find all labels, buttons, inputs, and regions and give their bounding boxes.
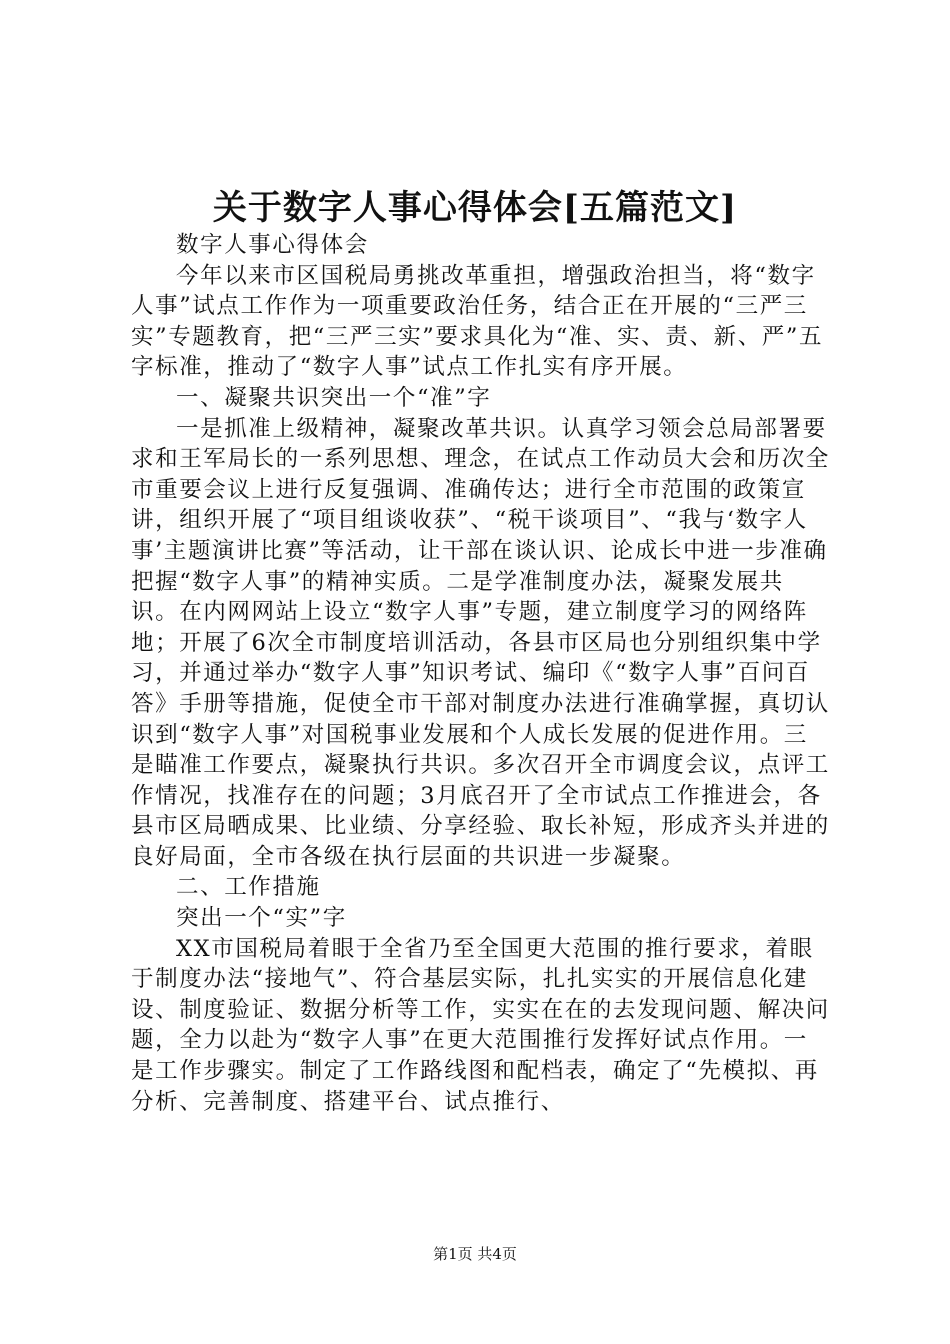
- section-heading: 二、工作措施: [176, 874, 321, 901]
- body-paragraph: 一是抓准上级精神，凝聚改革共识。认真学习领会总局部署要求和王军局长的一系列思想、理念，在试点工作动员大会和历次全市重要会议上进行反复强调、准确传达；进行全市范围的政策宣讲，组织开展了“项目组谈收获”、“税干谈项目”、“我与‘数字人事’主题演讲比赛”等活动，让干部在谈认识、论成长中进一步准确把握“数字人事”的精神实质。二是学准制度办法，凝聚发展共识。在内网网站上设立“数字人事”专题，建立制度学习的网络阵地；开展了6次全市制度培训活动，各县市区局也分别组织集中学习，并通过举办“数字人事”知识考试、编印《“数字人事”百问百答》手册等措施，促使全市干部对制度办法进行准确掌握，真切认识到“数字人事”对国税事业发展和个人成长发展的促进作用。三是瞄准工作要点，凝聚执行共识。多次召开全市调度会议，点评工作情况，找准存在的问题；3月底召开了全市试点工作推进会，各县市区局晒成果、比业绩、分享经验、取长补短，形成齐头并进的良好局面，全市各级在执行层面的共识进一步凝聚。: [131, 415, 830, 870]
- body-paragraph: 今年以来市区国税局勇挑改革重担，增强政治担当，将“数字人事”试点工作作为一项重要政治任务，结合正在开展的“三严三实”专题教育，把“三严三实”要求具化为“准、实、责、新、严”五字标准，推动了“数字人事”试点工作扎实有序开展。: [131, 262, 824, 381]
- page-footer: 第1页 共4页: [433, 1245, 517, 1263]
- section-heading: 一、凝聚共识突出一个“准”字: [176, 384, 492, 411]
- section-heading: 突出一个“实”字: [176, 905, 347, 932]
- document-title: 关于数字人事心得体会[五篇范文]: [212, 188, 738, 228]
- body-paragraph: XX市国税局着眼于全省乃至全国更大范围的推行要求，着眼于制度办法“接地气”、符合基层实际，扎扎实实的开展信息化建设、制度验证、数据分析等工作，实实在在的去发现问题、解决问题，全力以赴为“数字人事”在更大范围推行发挥好试点作用。一是工作步骤实。制定了工作路线图和配档表，确定了“先模拟、再分析、完善制度、搭建平台、试点推行、: [131, 935, 830, 1115]
- section-subtitle: 数字人事心得体会: [176, 232, 369, 258]
- document-body: [131, 230, 831, 1117]
